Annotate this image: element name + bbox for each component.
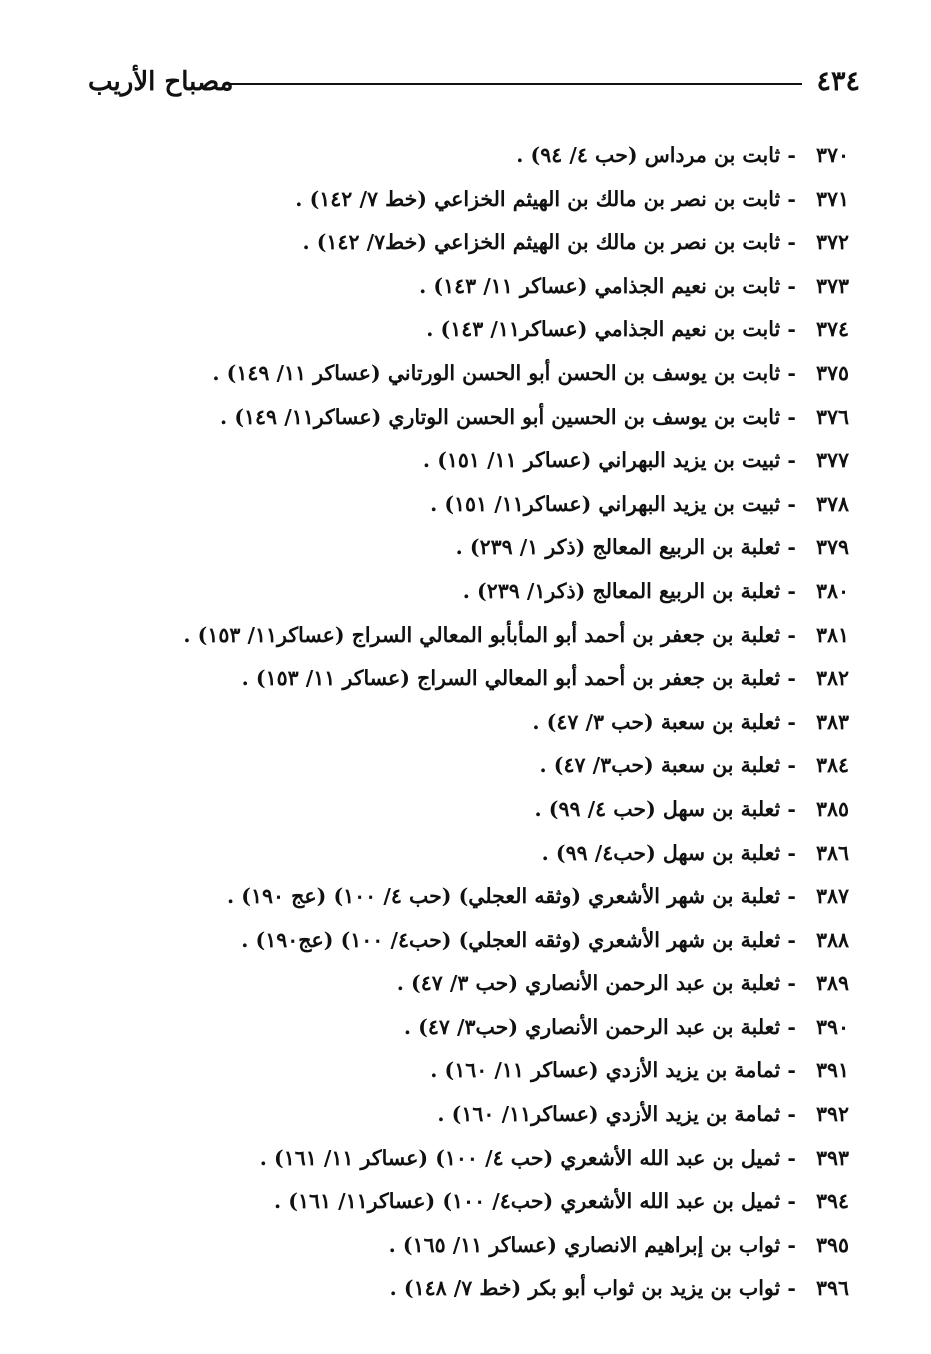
entry-text: - ثابت بن نعيم الجذامي (عساكر١١/ ١٤٣) . — [426, 317, 796, 342]
entry-number: ٣٩٥ — [815, 1232, 849, 1257]
entry-number: ٣٧٢ — [815, 230, 849, 255]
list-item — [189, 1006, 849, 1050]
list-item — [189, 570, 849, 614]
list-item — [189, 308, 849, 352]
entry-text: - ثعلبة بن سعبة (حب ٣/ ٤٧) . — [532, 709, 796, 734]
entry-number: ٣٩١ — [815, 1058, 849, 1083]
entry-text: - ثابت بن نصر بن مالك بن الهيثم الخزاعي (خط٧/ ١٤٢) . — [302, 230, 796, 255]
entry-text: - ثعلبة بن الربيع المعالج (ذكر١/ ٢٣٩) . — [462, 578, 796, 603]
entry-text: - ثعلبة بن سهل (حب ٤/ ٩٩) . — [534, 796, 796, 821]
entry-number: ٣٧٨ — [815, 491, 849, 516]
entry-text: - ثميل بن عبد الله الأشعري (حب٤/ ١٠٠) (عساكر١١/ ١٦١) . — [273, 1189, 796, 1214]
list-item — [189, 919, 849, 963]
entry-number: ٣٨١ — [815, 622, 849, 647]
entry-number: ٣٨٤ — [815, 753, 849, 778]
list-item — [189, 657, 849, 701]
list-item — [189, 1224, 849, 1268]
list-item — [189, 701, 849, 745]
entry-text: - ثابت بن نصر بن مالك بن الهيثم الخزاعي (خط ٧/ ١٤٢) . — [295, 186, 796, 211]
entry-text: - ثعلبة بن سعبة (حب٣/ ٤٧) . — [539, 753, 796, 778]
entry-number: ٣٨٨ — [815, 927, 849, 952]
entry-number: ٣٧٠ — [815, 143, 849, 167]
entry-number: ٣٧٣ — [815, 273, 849, 298]
entry-number: ٣٨٧ — [815, 884, 849, 909]
list-item — [189, 134, 849, 178]
list-item — [189, 1267, 849, 1311]
list-item — [189, 1137, 849, 1181]
entry-number: ٣٩٣ — [815, 1145, 849, 1170]
list-item — [189, 526, 849, 570]
entry-text: - ثمامة بن يزيد الأزدي (عساكر١١/ ١٦٠) . — [437, 1102, 796, 1127]
list-item — [189, 483, 849, 527]
entry-number: ٣٩٤ — [815, 1189, 849, 1214]
entry-text: - ثابت بن مرداس (حب ٤/ ٩٤) . — [516, 143, 796, 167]
entry-text: - ثواب بن إبراهيم الانصاري (عساكر ١١/ ١٦٥) . — [388, 1232, 796, 1257]
entry-number: ٣٧٩ — [815, 535, 849, 560]
entry-text: - ثميل بن عبد الله الأشعري (حب ٤/ ١٠٠) (عساكر ١١/ ١٦١) . — [259, 1145, 796, 1170]
list-item — [189, 1180, 849, 1224]
list-item — [189, 265, 849, 309]
list-item — [189, 1093, 849, 1137]
entry-number: ٣٧٧ — [815, 448, 849, 473]
entry-list — [183, 134, 849, 1311]
entry-number: ٣٨٢ — [815, 666, 849, 691]
entry-text: - ثعلبة بن جعفر بن أحمد أبو المأبأبو المعالي السراج (عساكر١١/ ١٥٣) . — [183, 622, 796, 647]
entry-text: - ثبيت بن يزيد البهراني (عساكر١١/ ١٥١) . — [430, 491, 796, 516]
list-item — [189, 962, 849, 1006]
list-item — [189, 788, 849, 832]
entry-number: ٣٩٢ — [815, 1102, 849, 1127]
entry-number: ٣٨٩ — [815, 971, 849, 996]
entry-number: ٣٧١ — [815, 186, 849, 211]
entry-number: ٣٩٦ — [815, 1276, 849, 1301]
entry-text: - ثعلبة بن الربيع المعالج (ذكر ١/ ٢٣٩) . — [455, 535, 796, 560]
list-item — [183, 614, 849, 658]
list-item — [189, 178, 849, 222]
list-item — [189, 744, 849, 788]
list-item — [189, 396, 849, 440]
entry-text: - ثبيت بن يزيد البهراني (عساكر ١١/ ١٥١) . — [422, 448, 796, 473]
book-title: مصباح الأريب — [88, 67, 234, 97]
entry-text: - ثعلبة بن شهر الأشعري (وثقه العجلي) (حب ٤/ ١٠٠) (عج ١٩٠) . — [226, 884, 796, 909]
header-rule — [223, 83, 802, 85]
entry-text: - ثواب بن يزيد بن ثواب أبو بكر (خط ٧/ ١٤٨) . — [389, 1276, 796, 1301]
entry-number: ٣٨٣ — [815, 709, 849, 734]
entry-text: - ثابت بن يوسف بن الحسين أبو الحسن الوتاري (عساكر١١/ ١٤٩) . — [220, 404, 796, 429]
list-item — [189, 352, 849, 396]
entry-text: - ثمامة بن يزيد الأزدي (عساكر ١١/ ١٦٠) . — [430, 1058, 796, 1083]
page-header — [88, 62, 860, 102]
entry-text: - ثعلبة بن جعفر بن أحمد أبو المعالي السراج (عساكر ١١/ ١٥٣) . — [241, 666, 796, 691]
entry-text: - ثعلبة بن سهل (حب٤/ ٩٩) . — [541, 840, 796, 865]
entry-number: ٣٧٤ — [815, 317, 849, 342]
entry-number: ٣٨٥ — [815, 796, 849, 821]
list-item — [189, 439, 849, 483]
entry-text: - ثابت بن نعيم الجذامي (عساكر ١١/ ١٤٣) . — [419, 273, 796, 298]
list-item — [189, 875, 849, 919]
list-item — [189, 221, 849, 265]
entry-text: - ثابت بن يوسف بن الحسن أبو الحسن الورتاني (عساكر ١١/ ١٤٩) . — [212, 360, 796, 385]
entry-text: - ثعلبة بن عبد الرحمن الأنصاري (حب٣/ ٤٧) . — [403, 1014, 796, 1039]
list-item — [189, 832, 849, 876]
entry-number: ٣٨٦ — [815, 840, 849, 865]
entry-number: ٣٧٦ — [815, 404, 849, 429]
entry-number: ٣٩٠ — [815, 1014, 849, 1039]
entry-number: ٣٧٥ — [815, 360, 849, 385]
entry-number: ٣٨٠ — [815, 578, 849, 603]
list-item — [189, 1049, 849, 1093]
page-number: ٤٣٤ — [816, 66, 860, 97]
entry-text: - ثعلبة بن شهر الأشعري (وثقه العجلي) (حب٤/ ١٠٠) (عج١٩٠) . — [241, 927, 796, 952]
entry-text: - ثعلبة بن عبد الرحمن الأنصاري (حب ٣/ ٤٧) . — [396, 971, 796, 996]
